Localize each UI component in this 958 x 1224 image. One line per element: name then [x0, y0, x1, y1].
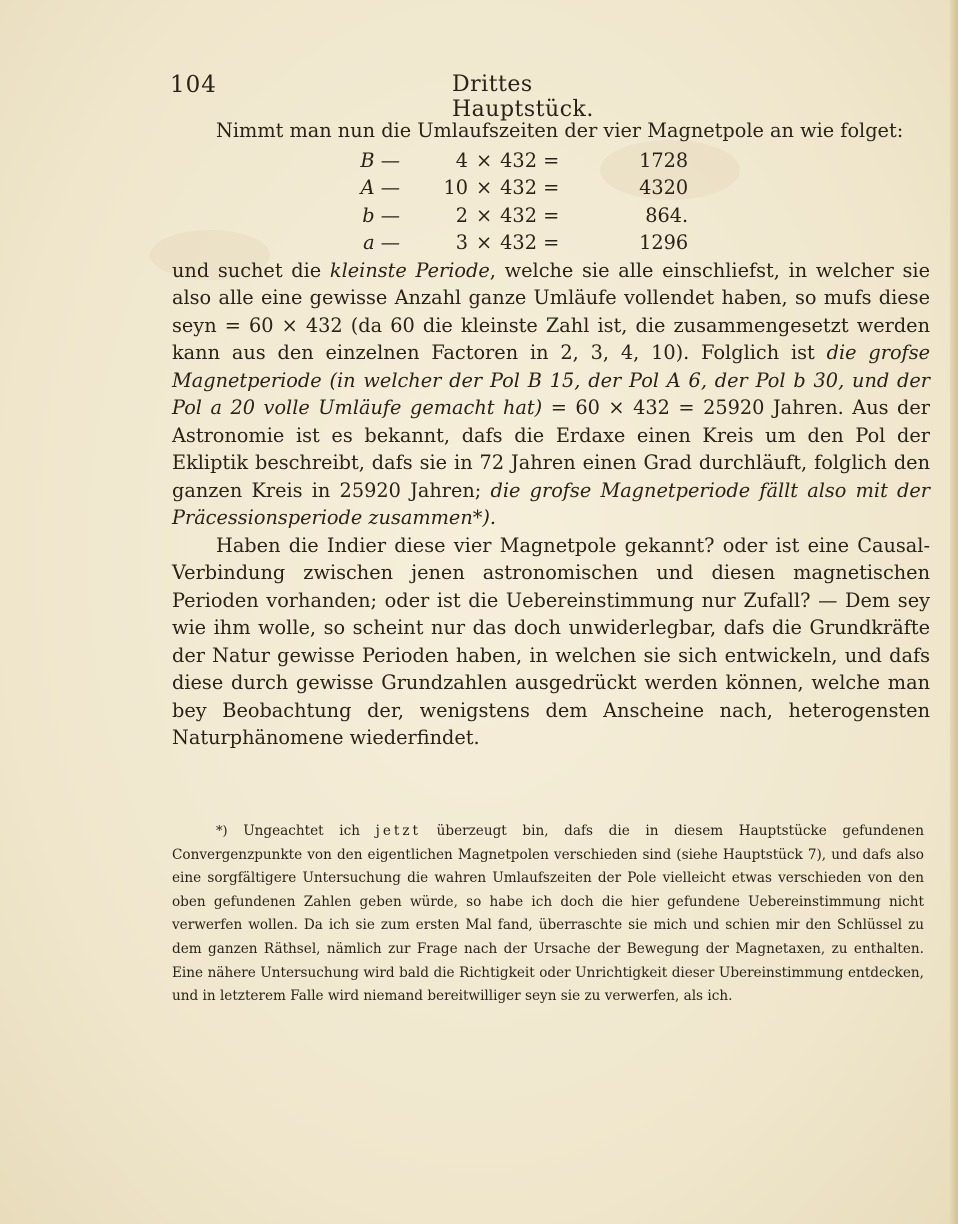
calc-row [172, 147, 688, 175]
calc-times: × [476, 231, 493, 254]
calc-period: 432 = [500, 231, 560, 254]
calc-row [172, 174, 688, 202]
calc-pole: a — [363, 231, 400, 254]
calc-pole: A — [360, 176, 400, 199]
calc-result: 4320 [639, 176, 689, 199]
calc-result: 1296 [639, 231, 689, 254]
calc-row [172, 202, 688, 230]
calc-result: 1728 [639, 148, 689, 172]
calc-period: 432 = [500, 203, 560, 227]
emphasis-text: die grofse Magnetperiode fällt also mit der Präcessionsperiode zusammen*). [172, 478, 930, 529]
calc-times: × [476, 203, 493, 227]
calc-result: 864. [645, 203, 689, 227]
calc-factor: 10 [443, 176, 468, 199]
spaced-emphasis: jetzt [375, 823, 421, 839]
paragraph-indian-poles: Haben die Indier diese vier Magnetpole gekannt? oder ist eine Causal-Verbindung zwischen jenen astronomischen und diesen magnetischen Perioden vorhanden; oder ist die Uebereinstimmung nur Zufall? — Dem sey wie ihm wolle, so scheint nur das doch unwiderlegbar, dafs die Grundkräfte der Natur gewisse Perioden haben, in welchen sie sich entwickeln, und dafs diese durch gewisse Grundzahlen ausgedrückt werden können, welche man bey Beobachtung der, wenigstens dem Anscheine nach, heterogensten Naturphänomene wiederfindet. [172, 533, 930, 749]
emphasis-text: kleinste Periode [329, 258, 490, 282]
footnote-text: *) Ungeachtet ich jetzt überzeugt bin, dafs die in diesem Hauptstücke gefundenen Convergenzpunkte von den eigentlichen Magnetpolen verschieden sind (siehe Hauptstück 7), und dafs also eine sorgfältigere Untersuchung die wahren Umlaufszeiten der Pole vielleicht etwas verschieden von den oben gefundenen Zahlen geben würde, so habe ich doch die hier gefundene Uebereinstimmung nicht verwerfen wollen. Da ich sie zum ersten Mal fand, überraschte sie mich und schien mir den Schlüssel zu dem ganzen Räthsel, nämlich zur Frage nach der Ursache der Bewegung der Magnetaxen, zu enthalten. Eine nähere Untersuchung wird bald die Richtigkeit oder Unrichtigkeit dieser Ubereinstimmung entdecken, und in letzterem Falle wird niemand bereitwilliger seyn sie zu verwerfen, als ich. [172, 823, 924, 1005]
period-calculation-table [172, 147, 688, 257]
calc-period: 432 = [500, 176, 560, 199]
main-text [172, 117, 930, 752]
calc-pole: B — [360, 148, 400, 172]
calc-times: × [476, 176, 493, 199]
paragraph-grand-period: und suchet die kleinste Periode, welche sie alle einschliefst, in welcher sie also alle eine gewisse Anzahl ganze Umläufe vollendet haben, so mufs diese seyn = 60 × 432 (da 60 die kleinste Zahl ist, die zusammengesetzt werden kann aus den einzelnen Factoren in 2, 3, 4, 10). Folglich ist die grofse Magnetperiode (in welcher der Pol B 15, der Pol A 6, der Pol b 30, und der Pol a 20 volle Umläufe gemacht hat) = 60 × 432 = 25920 Jahren. Aus der Astronomie ist es bekannt, dafs die Erdaxe einen Kreis um den Pol der Ekliptik beschreibt, dafs sie in 72 Jahren einen Grad durchläuft, folglich den ganzen Kreis in 25920 Jahren; die grofse Magnetperiode fällt also mit der Präcessionsperiode zusammen*). [172, 258, 930, 529]
calc-factor: 2 [455, 203, 468, 227]
page-number: 104 [170, 72, 217, 98]
footnote-marker: *) [216, 824, 228, 839]
page-edge [950, 0, 958, 1224]
calc-period: 432 = [500, 148, 560, 172]
footnote [172, 820, 924, 1009]
emphasis-text: die grofse Magnetperiode (in welcher der Pol B 15, der Pol A 6, der Pol b 30, und der Pol a 20 volle Umläufe gemacht hat) [172, 341, 930, 419]
calc-factor: 3 [455, 231, 468, 254]
calc-pole: b — [362, 203, 400, 227]
intro-line: Nimmt man nun die Umlaufszeiten der vier Magnetpole an wie folget: [216, 119, 904, 142]
calc-row [172, 229, 688, 257]
calc-factor: 4 [455, 148, 468, 172]
page-header [170, 72, 650, 122]
calc-times: × [476, 148, 493, 172]
running-head: Drittes Hauptstück. [452, 72, 594, 122]
